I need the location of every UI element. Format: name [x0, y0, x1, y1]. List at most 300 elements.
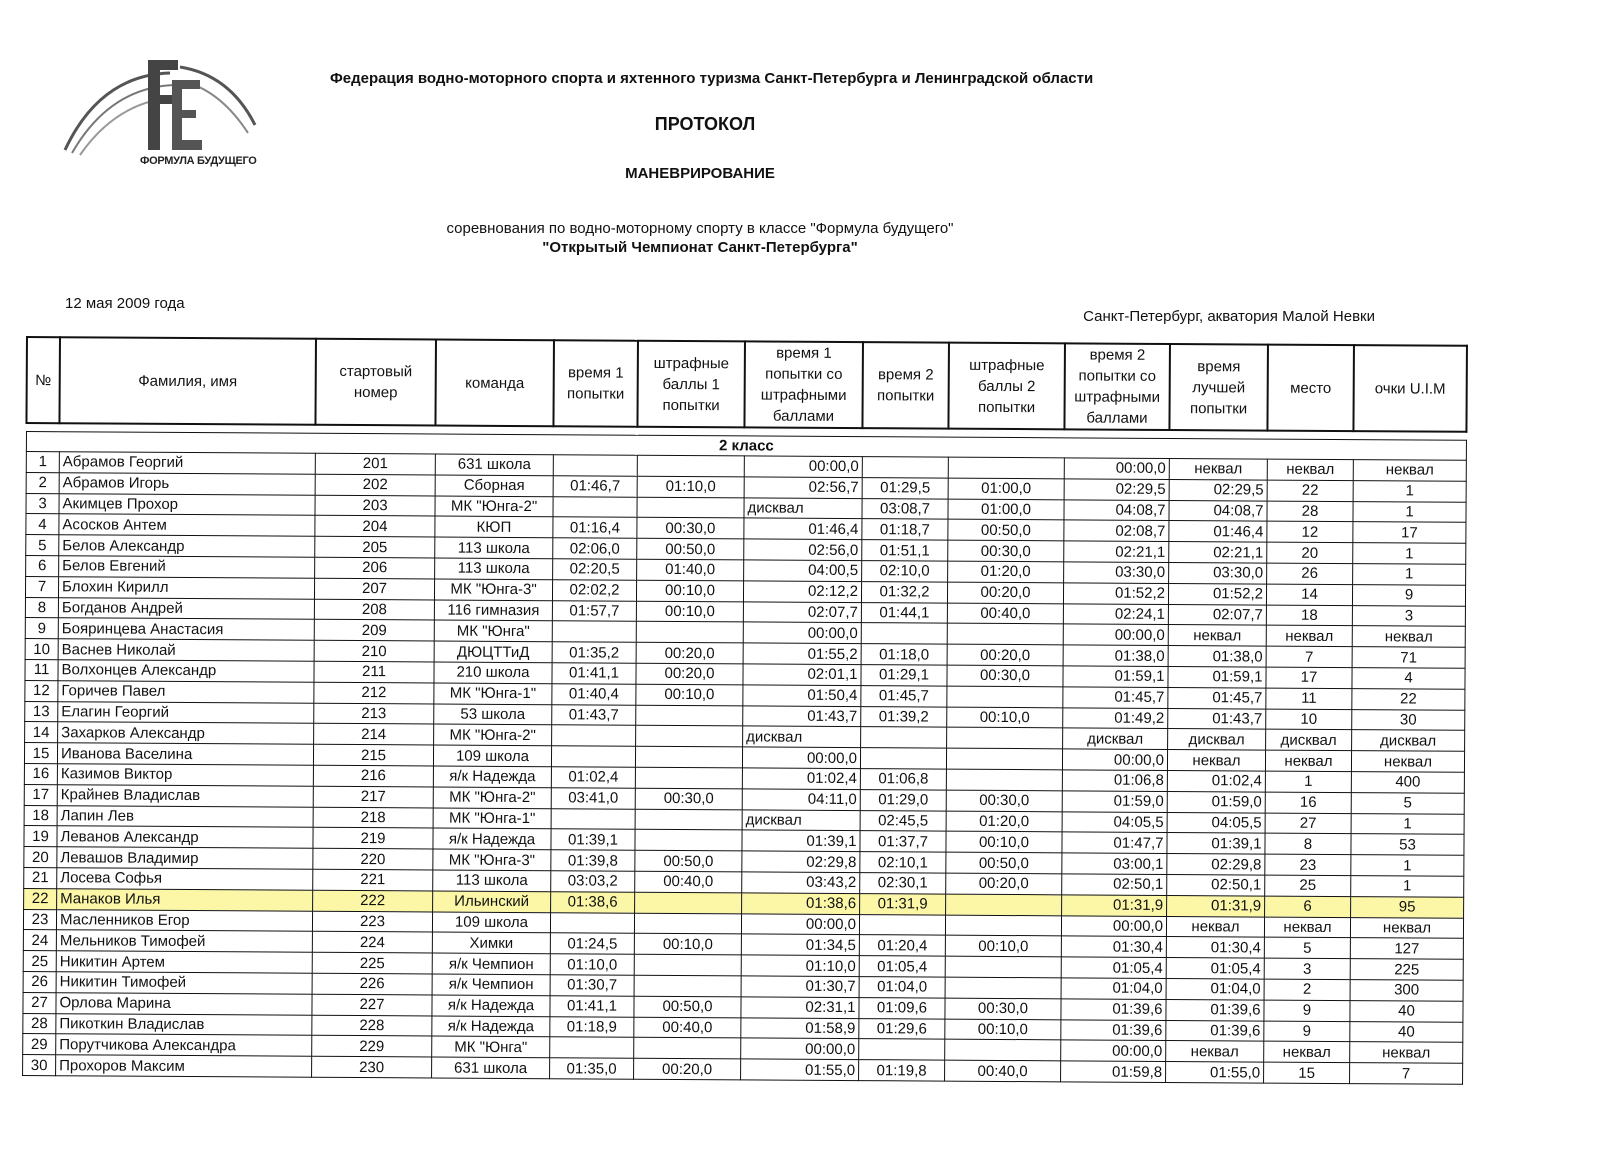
col-team-cell: КЮП — [435, 516, 553, 538]
col-time1-cell: 01:39,8 — [551, 850, 635, 871]
col-time2-cell: 01:37,7 — [860, 831, 946, 852]
col-time1-penalty-cell: 01:34,5 — [741, 934, 859, 956]
col-number-cell: 18 — [24, 805, 57, 826]
competition-name: "Открытый Чемпионат Санкт-Петербурга" — [542, 239, 858, 256]
col-time1-penalty-cell: 02:29,8 — [742, 851, 860, 873]
col-name-cell: Елагин Георгий — [58, 701, 314, 723]
col-start-number-cell: 205 — [315, 536, 435, 558]
col-time1-cell: 03:03,2 — [551, 871, 635, 892]
results-table-header — [25, 336, 1468, 433]
col-time2-penalty-cell: 01:05,4 — [1061, 957, 1166, 978]
col-name-cell: Иванова Васелина — [57, 743, 313, 765]
col-uim-points-cell: 30 — [1352, 709, 1465, 730]
col-start-number-cell: 202 — [315, 474, 435, 496]
col-penalty2-cell: 00:20,0 — [947, 644, 1063, 666]
col-name-header: Фамилия, имя — [59, 337, 316, 425]
col-penalty1-cell — [636, 726, 743, 747]
col-time1-cell: 02:02,2 — [552, 580, 636, 601]
col-name-cell: Горичев Павел — [58, 680, 314, 702]
col-best-time-cell: 01:46,4 — [1169, 521, 1267, 542]
col-time2-cell — [861, 727, 947, 748]
col-time1-penalty-cell: 02:07,7 — [743, 601, 861, 623]
col-name-cell: Акимцев Прохор — [59, 493, 315, 515]
col-time1-penalty-cell: дисквал — [743, 726, 861, 748]
col-place-cell: 25 — [1265, 875, 1351, 896]
col-penalty2-cell: 00:10,0 — [946, 831, 1062, 853]
col-penalty2-cell — [948, 457, 1064, 479]
col-penalty1-cell: 00:50,0 — [634, 996, 741, 1017]
col-uim-points-cell: 40 — [1350, 1021, 1463, 1042]
col-time1-cell: 01:16,4 — [553, 517, 637, 538]
col-best-time-cell: 01:39,6 — [1166, 1020, 1264, 1041]
col-start-number-cell: 220 — [313, 848, 433, 870]
col-time2-cell — [860, 748, 946, 769]
col-number-cell: 25 — [23, 951, 56, 972]
col-penalty2-cell: 00:40,0 — [947, 603, 1063, 625]
col-penalty1-cell — [636, 705, 743, 726]
col-place-cell: 23 — [1265, 854, 1351, 875]
col-time2-penalty-cell: 03:00,1 — [1062, 853, 1167, 874]
col-time1-cell: 01:10,0 — [550, 954, 634, 975]
col-time2-cell — [859, 1039, 945, 1060]
col-time2-penalty-cell: 01:45,7 — [1063, 687, 1168, 708]
col-time2-penalty-cell: 02:50,1 — [1062, 874, 1167, 895]
col-team-cell: МК "Юнга" — [434, 620, 552, 642]
col-penalty2-cell: 00:20,0 — [947, 582, 1063, 604]
col-uim-points-cell: 1 — [1353, 501, 1466, 522]
col-place-cell: 27 — [1265, 813, 1351, 834]
col-uim-points-cell: 17 — [1353, 522, 1466, 543]
col-name-cell: Леванов Александр — [57, 826, 313, 848]
col-best-time-cell: 03:30,0 — [1169, 562, 1267, 583]
col-name-cell: Богданов Андрей — [58, 597, 314, 619]
col-name-cell: Манаков Илья — [57, 888, 313, 910]
col-number-cell: 7 — [25, 576, 58, 597]
col-time1-cell — [551, 808, 635, 829]
col-time2-cell: 01:32,2 — [861, 581, 947, 602]
col-time1-cell — [553, 455, 637, 476]
col-time1-penalty-cell: 01:46,4 — [744, 518, 862, 540]
col-number-cell: 6 — [26, 555, 59, 576]
col-penalty2-cell: 00:30,0 — [946, 790, 1062, 812]
col-time2-penalty-cell: 01:47,7 — [1062, 832, 1167, 853]
col-penalty2-cell: 01:20,0 — [946, 811, 1062, 833]
col-start-number-cell: 213 — [314, 703, 434, 725]
col-uim-points-cell: неквал — [1351, 751, 1464, 772]
col-time2-cell: 01:44,1 — [861, 602, 947, 623]
col-penalty1-cell: 00:30,0 — [635, 788, 742, 809]
col-name-cell: Пикоткин Владислав — [56, 1013, 312, 1035]
col-team-cell: МК "Юнга-2" — [433, 787, 551, 809]
col-time2-cell: 01:51,1 — [862, 540, 948, 561]
col-name-cell: Масленников Егор — [56, 909, 312, 931]
col-penalty1-cell: 00:30,0 — [637, 518, 744, 539]
col-time2-cell: 01:05,4 — [859, 956, 945, 977]
col-time1-penalty-cell: 01:02,4 — [742, 768, 860, 790]
col-penalty1-cell — [637, 455, 744, 476]
col-penalty2-cell: 01:00,0 — [948, 478, 1064, 500]
col-number-cell: 26 — [23, 971, 56, 992]
col-start-number-cell: 228 — [312, 1015, 432, 1037]
col-time1-cell — [550, 1037, 634, 1058]
col-best-time-cell: неквал — [1168, 625, 1266, 646]
col-time1-penalty-cell: 00:00,0 — [741, 913, 859, 935]
col-place-cell: 20 — [1267, 542, 1353, 563]
col-time1-penalty-cell: 01:55,0 — [741, 1059, 859, 1081]
col-time2-penalty-cell: 01:39,6 — [1061, 999, 1166, 1020]
col-penalty2-cell: 00:10,0 — [945, 1019, 1061, 1041]
col-start-number-cell: 216 — [313, 765, 433, 787]
discipline-title: МАНЕВРИРОВАНИЕ — [625, 165, 775, 182]
col-number-cell: 12 — [25, 680, 58, 701]
col-name-cell: Никитин Артем — [56, 951, 312, 973]
col-best-time-cell: 02:21,1 — [1169, 542, 1267, 563]
col-uim-points-cell: 5 — [1351, 792, 1464, 813]
col-team-cell: я/к Надежда — [432, 1016, 550, 1038]
col-time2-cell — [862, 457, 948, 478]
col-time1-cell: 01:57,7 — [552, 600, 636, 621]
col-start-number-cell: 212 — [314, 682, 434, 704]
col-time1-penalty-cell: 03:43,2 — [742, 872, 860, 894]
col-time1-penalty-cell: дисквал — [744, 497, 862, 519]
col-best-time-cell: 01:55,0 — [1166, 1062, 1264, 1083]
col-uim-points-cell: неквал — [1353, 460, 1466, 481]
col-time2-cell: 01:19,8 — [859, 1060, 945, 1081]
col-time1-penalty-cell: 02:56,7 — [744, 477, 862, 499]
col-penalty1-cell: 00:40,0 — [634, 1017, 741, 1038]
event-date: 12 мая 2009 года — [65, 295, 185, 312]
col-number-cell: 5 — [26, 535, 59, 556]
col-start-number-cell: 208 — [314, 599, 434, 621]
col-penalty2-cell — [946, 769, 1062, 791]
col-penalty1-cell — [635, 830, 742, 851]
col-name-cell: Волхонцев Александр — [58, 660, 314, 682]
col-name-cell: Порутчикова Александра — [56, 1034, 312, 1056]
col-time2-cell: 01:09,6 — [859, 997, 945, 1018]
col-penalty2-cell: 00:10,0 — [945, 935, 1061, 957]
col-place-cell: 11 — [1266, 688, 1352, 709]
col-place-cell: 12 — [1267, 521, 1353, 542]
col-best-time-cell: неквал — [1166, 1041, 1264, 1062]
col-time2-penalty-cell: 01:04,0 — [1061, 978, 1166, 999]
col-time1-cell: 01:41,1 — [552, 663, 636, 684]
col-place-cell: 6 — [1265, 896, 1351, 917]
col-number-cell: 4 — [26, 514, 59, 535]
col-penalty1-cell — [634, 954, 741, 975]
col-team-cell: 53 школа — [434, 704, 552, 726]
col-time2-penalty-cell: 01:06,8 — [1062, 770, 1167, 791]
col-best-time-cell: 01:43,7 — [1168, 708, 1266, 729]
col-team-cell: МК "Юнга-1" — [433, 808, 551, 830]
col-team-cell: 631 школа — [435, 454, 553, 476]
col-number-cell: 17 — [24, 784, 57, 805]
col-number-cell: 9 — [25, 618, 58, 639]
col-name-cell: Абрамов Игорь — [59, 473, 315, 495]
col-number-cell: 23 — [23, 909, 56, 930]
col-penalty2-cell: 00:50,0 — [946, 852, 1062, 874]
col-time1-penalty-cell: 00:00,0 — [743, 622, 861, 644]
col-number-cell: 13 — [25, 701, 58, 722]
col-time1-header: время 1 попытки — [553, 340, 638, 427]
col-best-time-cell: 02:07,7 — [1168, 604, 1266, 625]
col-time2-cell: 01:06,8 — [860, 769, 946, 790]
col-best-time-cell: 01:59,1 — [1168, 666, 1266, 687]
col-best-time-header: время лучшей попытки — [1169, 344, 1268, 431]
col-time2-cell: 01:39,2 — [861, 706, 947, 727]
col-team-cell: 113 школа — [435, 537, 553, 559]
col-start-number-cell: 217 — [313, 786, 433, 808]
col-time1-cell: 01:24,5 — [550, 933, 634, 954]
col-start-number-cell: 210 — [314, 640, 434, 662]
col-uim-points-cell: 71 — [1352, 647, 1465, 668]
col-name-cell: Никитин Тимофей — [56, 972, 312, 994]
col-time2-cell: 01:29,6 — [859, 1018, 945, 1039]
col-best-time-cell: 04:08,7 — [1169, 500, 1267, 521]
col-start-number-cell: 230 — [312, 1056, 432, 1078]
col-time2-penalty-cell: 01:30,4 — [1061, 936, 1166, 957]
col-name-cell: Абрамов Георгий — [59, 452, 315, 474]
col-uim-points-cell: 400 — [1351, 772, 1464, 793]
col-time1-penalty-cell: 01:55,2 — [743, 643, 861, 665]
col-time2-cell: 01:20,4 — [859, 935, 945, 956]
col-time2-penalty-cell: 01:39,6 — [1061, 1019, 1166, 1040]
col-penalty1-cell: 00:10,0 — [634, 934, 741, 955]
col-start-number-cell: 215 — [313, 744, 433, 766]
col-place-cell: 22 — [1267, 480, 1353, 501]
col-name-cell: Орлова Марина — [56, 992, 312, 1014]
col-penalty1-cell: 01:10,0 — [637, 476, 744, 497]
col-name-cell: Казимов Виктор — [57, 764, 313, 786]
col-place-cell: неквал — [1264, 1041, 1350, 1062]
col-time2-cell: 01:29,5 — [862, 477, 948, 498]
col-name-cell: Захарков Александр — [58, 722, 314, 744]
col-team-cell: я/к Надежда — [433, 828, 551, 850]
col-penalty1-header: штрафные баллы 1 попытки — [637, 341, 745, 428]
col-team-cell: Химки — [432, 932, 550, 954]
col-team-cell: МК "Юнга-1" — [434, 683, 552, 705]
col-place-cell: неквал — [1265, 750, 1351, 771]
logo-caption: ФОРМУЛА БУДУЩЕГО — [140, 155, 257, 167]
col-uim-points-cell: 1 — [1353, 564, 1466, 585]
col-start-number-cell: 204 — [315, 516, 435, 538]
competition-description: соревнования по водно-моторному спорту в классе "Формула будущего" — [446, 220, 954, 237]
col-time1-penalty-cell: 01:50,4 — [743, 685, 861, 707]
col-team-cell: Сборная — [435, 475, 553, 497]
col-number-cell: 14 — [25, 722, 58, 743]
col-number-cell: 22 — [24, 888, 57, 909]
col-penalty2-cell — [945, 956, 1061, 978]
col-place-cell: 2 — [1264, 979, 1350, 1000]
col-name-cell: Васнев Николай — [58, 639, 314, 661]
col-start-number-cell: 214 — [314, 724, 434, 746]
col-penalty2-cell — [947, 727, 1063, 749]
col-penalty1-cell: 00:20,0 — [636, 663, 743, 684]
col-time2-penalty-cell: 01:52,2 — [1063, 583, 1168, 604]
col-time1-cell: 01:18,9 — [550, 1016, 634, 1037]
col-team-cell: 116 гимназия — [434, 600, 552, 622]
col-place-cell: 9 — [1264, 1000, 1350, 1021]
col-time2-penalty-cell: 04:08,7 — [1064, 499, 1169, 520]
col-time1-cell: 01:40,4 — [552, 683, 636, 704]
col-name-cell: Левашов Владимир — [57, 847, 313, 869]
col-name-cell: Лапин Лев — [57, 805, 313, 827]
col-team-cell: 113 школа — [435, 558, 553, 580]
col-time2-penalty-cell: 01:59,8 — [1061, 1061, 1166, 1082]
col-name-cell: Крайнев Владислав — [57, 784, 313, 806]
col-penalty1-cell: 00:50,0 — [637, 538, 744, 559]
col-penalty1-cell — [637, 497, 744, 518]
col-number-cell: 11 — [25, 659, 58, 680]
col-penalty2-cell: 00:40,0 — [945, 1060, 1061, 1082]
header-row — [26, 337, 1466, 432]
col-uim-points-cell: 1 — [1353, 543, 1466, 564]
col-penalty1-cell — [636, 622, 743, 643]
col-best-time-cell: 01:30,4 — [1166, 937, 1264, 958]
col-time2-penalty-cell: 00:00,0 — [1063, 624, 1168, 645]
col-time1-penalty-cell: 00:00,0 — [741, 1038, 859, 1060]
col-penalty1-cell — [634, 913, 741, 934]
col-time2-penalty-cell: дисквал — [1063, 728, 1168, 749]
col-best-time-cell: дисквал — [1168, 729, 1266, 750]
col-uim-points-cell: 40 — [1350, 1000, 1463, 1021]
col-time2-cell: 01:29,0 — [860, 789, 946, 810]
col-time1-penalty-cell: 02:01,1 — [743, 664, 861, 686]
col-time1-cell: 03:41,0 — [551, 787, 635, 808]
col-time1-cell: 02:06,0 — [553, 538, 637, 559]
col-time2-cell: 01:45,7 — [861, 685, 947, 706]
col-time1-penalty-cell: дисквал — [742, 809, 860, 831]
col-team-cell: ДЮЦТТиД — [434, 641, 552, 663]
col-number-cell: 2 — [26, 472, 59, 493]
col-name-cell: Лосева Софья — [57, 868, 313, 890]
col-time2-cell: 03:08,7 — [862, 498, 948, 519]
col-penalty2-cell: 00:50,0 — [948, 520, 1064, 542]
col-time2-header: время 2 попытки — [862, 342, 949, 429]
col-time2-penalty-cell: 04:05,5 — [1062, 811, 1167, 832]
col-uim-points-cell: 22 — [1352, 688, 1465, 709]
col-start-number-cell: 218 — [313, 807, 433, 829]
col-place-cell: 9 — [1264, 1021, 1350, 1042]
col-time1-penalty-cell: 04:11,0 — [742, 789, 860, 811]
col-time1-cell — [553, 496, 637, 517]
col-penalty1-cell: 00:20,0 — [636, 642, 743, 663]
results-table — [22, 431, 1467, 1085]
col-time1-cell: 01:46,7 — [553, 476, 637, 497]
col-time1-penalty-cell: 02:56,0 — [744, 539, 862, 561]
col-time1-cell: 01:43,7 — [552, 704, 636, 725]
col-penalty1-cell — [635, 746, 742, 767]
col-uim-points-cell: 1 — [1351, 876, 1464, 897]
col-start-number-cell: 211 — [314, 661, 434, 683]
col-start-number-cell: 224 — [312, 932, 432, 954]
col-place-cell: 5 — [1264, 937, 1350, 958]
col-penalty1-cell: 00:50,0 — [635, 850, 742, 871]
col-penalty1-cell — [635, 809, 742, 830]
col-name-cell: Белов Евгений — [59, 556, 315, 578]
col-time2-penalty-cell: 02:21,1 — [1064, 541, 1169, 562]
col-time1-penalty-cell: 01:38,6 — [742, 893, 860, 915]
col-penalty2-cell — [947, 686, 1063, 708]
col-number-cell: 21 — [24, 867, 57, 888]
col-penalty2-cell — [946, 894, 1062, 916]
col-time1-cell: 02:20,5 — [553, 559, 637, 580]
col-uim-points-header: очки U.I.M — [1353, 345, 1467, 432]
col-uim-points-cell: неквал — [1350, 917, 1463, 938]
col-best-time-cell: 02:50,1 — [1167, 874, 1265, 895]
col-best-time-cell: 02:29,5 — [1169, 479, 1267, 500]
col-uim-points-cell: 7 — [1350, 1063, 1463, 1084]
col-team-cell: МК "Юнга" — [432, 1036, 550, 1058]
col-uim-points-cell: 225 — [1350, 959, 1463, 980]
col-time1-penalty-cell: 04:00,5 — [744, 560, 862, 582]
event-place: Санкт-Петербург, акватория Малой Невки — [1083, 308, 1375, 325]
col-time1-cell: 01:35,2 — [552, 642, 636, 663]
col-time1-cell: 01:38,6 — [551, 891, 635, 912]
col-team-cell: 631 школа — [432, 1057, 550, 1079]
col-place-cell: 18 — [1266, 605, 1352, 626]
col-team-cell: МК "Юнга-3" — [433, 849, 551, 871]
col-time1-cell — [550, 912, 634, 933]
col-penalty2-cell — [945, 1039, 1061, 1061]
col-start-number-cell: 223 — [312, 911, 432, 933]
col-time2-cell: 01:29,1 — [861, 665, 947, 686]
col-best-time-cell: неквал — [1169, 458, 1267, 479]
col-start-number-cell: 225 — [312, 952, 432, 974]
col-penalty1-cell — [634, 975, 741, 996]
col-team-cell: я/к Чемпион — [432, 953, 550, 975]
col-number-cell: 30 — [23, 1055, 56, 1076]
col-best-time-cell: 01:39,6 — [1166, 999, 1264, 1020]
col-place-cell: 15 — [1264, 1062, 1350, 1083]
col-best-time-cell: 02:29,8 — [1167, 854, 1265, 875]
col-penalty1-cell: 01:40,0 — [637, 559, 744, 580]
col-uim-points-cell: 1 — [1351, 855, 1464, 876]
col-place-cell: 16 — [1265, 792, 1351, 813]
col-uim-points-cell: неквал — [1352, 626, 1465, 647]
col-best-time-cell: 01:52,2 — [1168, 583, 1266, 604]
col-number-cell: 8 — [25, 597, 58, 618]
col-uim-points-cell: 53 — [1351, 834, 1464, 855]
col-best-time-cell: 01:04,0 — [1166, 978, 1264, 999]
col-time2-cell: 01:31,9 — [860, 893, 946, 914]
col-best-time-cell: 01:45,7 — [1168, 687, 1266, 708]
col-penalty1-cell — [635, 892, 742, 913]
col-name-cell: Прохоров Максим — [56, 1055, 312, 1077]
col-uim-points-cell: дисквал — [1352, 730, 1465, 751]
col-uim-points-cell: 1 — [1351, 813, 1464, 834]
col-penalty1-cell: 00:20,0 — [634, 1058, 741, 1079]
col-penalty2-header: штрафные баллы 2 попытки — [948, 343, 1065, 430]
col-time2-penalty-cell: 01:38,0 — [1063, 645, 1168, 666]
col-time2-penalty-cell: 01:59,1 — [1063, 666, 1168, 687]
col-team-cell: 210 школа — [434, 662, 552, 684]
col-time1-cell: 01:41,1 — [550, 995, 634, 1016]
col-team-cell: 109 школа — [432, 912, 550, 934]
col-place-cell: 10 — [1266, 709, 1352, 730]
col-time2-cell: 01:04,0 — [859, 977, 945, 998]
col-penalty2-cell: 01:00,0 — [948, 499, 1064, 521]
col-team-cell: 109 школа — [433, 745, 551, 767]
col-start-number-cell: 222 — [313, 890, 433, 912]
col-time1-cell: 01:39,1 — [551, 829, 635, 850]
col-penalty1-cell: 00:10,0 — [636, 601, 743, 622]
col-start-number-cell: 221 — [313, 869, 433, 891]
col-penalty2-cell — [945, 915, 1061, 937]
col-uim-points-cell: 3 — [1352, 605, 1465, 626]
col-penalty2-cell: 00:10,0 — [947, 707, 1063, 729]
col-number-cell: 16 — [24, 763, 57, 784]
col-team-cell: я/к Надежда — [432, 995, 550, 1017]
